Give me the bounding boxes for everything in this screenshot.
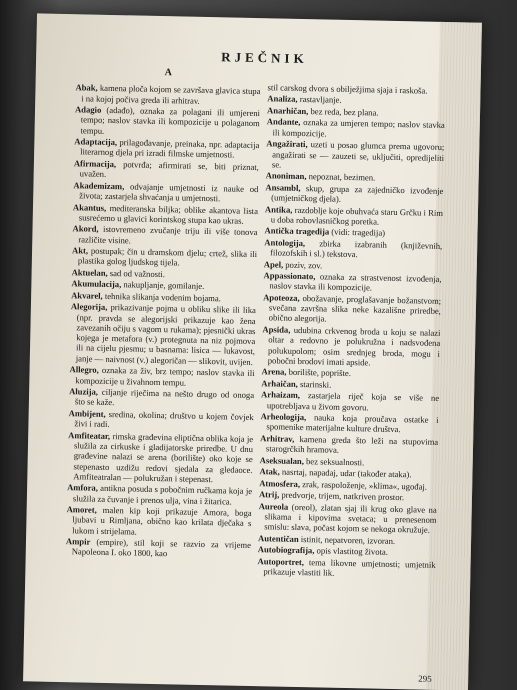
- entry-definition: sredina, okolina; društvo u kojem čovjek živi i radi.: [74, 408, 254, 430]
- entry-term: Angažirati,: [266, 138, 308, 150]
- entry-definition: oznaka za umjeren tempo; naslov stavka ili kompozicije.: [272, 117, 445, 139]
- entry-definition: zastarjela riječ koja se više ne upotrebljava u živom govoru.: [266, 390, 440, 413]
- dictionary-entry: [75, 83, 260, 107]
- entry-term: Analiza,: [267, 93, 298, 105]
- entry-term: Anarhičan,: [266, 105, 309, 117]
- dictionary-entry: [69, 364, 254, 388]
- entry-definition: malen kip koji prikazuje Amora, boga ljubavi u Rimljana, obično kao krilata dječaka s lukom i strijelama.: [72, 504, 252, 537]
- entry-term: Arhaizam,: [261, 389, 301, 401]
- entry-definition: stil carskog dvora s obilježjima sjaja i raskoša.: [267, 82, 428, 96]
- dictionary-entry: [74, 136, 259, 160]
- page-heading: RJEČNIK: [221, 49, 308, 67]
- entry-term: Adagio: [74, 104, 102, 115]
- dictionary-entry: [66, 536, 251, 560]
- entry-term: Abak,: [75, 82, 98, 93]
- entry-term: Autentičan: [258, 532, 299, 544]
- entry-definition: (vidi: tragedija): [329, 226, 386, 239]
- entry-definition: udubina crkvenog broda u koju se nalazi oltar a redovno je polukružna i nadsvođena polukupolom; osim srednjeg broda, mogu i pobočni brodovi imati apside.: [267, 324, 441, 368]
- entry-term: Akt,: [71, 245, 89, 256]
- entry-definition: nakupljanje, gomilanje.: [121, 279, 205, 292]
- entry-term: Aureola: [258, 500, 289, 512]
- entry-definition: tema likovne umjetnosti; umjetnik prikazuje vlastiti lik.: [263, 556, 436, 578]
- entry-definition: zrak, raspoloženje, »klima«, ugođaj.: [299, 478, 428, 492]
- dictionary-entry: [265, 182, 443, 206]
- dictionary-entry: [70, 301, 256, 367]
- dictionary-entry: [73, 180, 258, 204]
- entry-definition: razdoblje koje obuhvaća staru Grčku i Rim u doba robovlasničkog poretka.: [270, 204, 444, 227]
- entry-term: Akvarel,: [71, 290, 103, 301]
- entry-definition: oznaka za živ, brz tempo; naslov stavka ili kompozicije u živahnom tempu.: [75, 365, 255, 388]
- entry-term: Akord,: [72, 223, 99, 235]
- entry-term: Akademizam,: [73, 179, 125, 191]
- entry-term: Appassionato,: [263, 270, 316, 282]
- entry-definition: odvajanje umjetnosti iz nauke od života; zastarjela shvaćanja u umjetnosti.: [79, 180, 259, 204]
- left-column: [66, 66, 261, 562]
- dictionary-entry: [258, 501, 437, 536]
- entry-term: Anoniman,: [265, 170, 307, 182]
- dictionary-entry: [265, 204, 443, 228]
- entry-term: Aktuelan,: [71, 267, 108, 278]
- dictionary-entry: [264, 237, 442, 261]
- left-entries: [66, 83, 261, 561]
- entry-definition: bez reda, bez plana.: [308, 106, 379, 118]
- dictionary-entry: [260, 411, 438, 435]
- entry-term: Antologija,: [264, 237, 306, 248]
- entry-term: Atrij,: [258, 489, 280, 500]
- entry-term: Afirmacija,: [73, 158, 117, 170]
- entry-term: Adaptacija,: [74, 136, 118, 148]
- right-entries: [257, 82, 445, 580]
- entry-definition: zbirka izabranih (književnih, filozofskih i sl.) tekstova.: [269, 237, 443, 260]
- entry-definition: ciljanje riječima na nešto drugo od onoga što se kaže.: [74, 386, 255, 408]
- dictionary-entry: [263, 292, 442, 327]
- entry-definition: mediteranska biljka; oblike akantova lista susrećemo u glavici korintskog stupa kao ukras.: [78, 202, 259, 226]
- entry-term: Autobiografija,: [257, 544, 315, 556]
- entry-definition: obožavanje, proglašavanje božanstvom; svečana završna slika neke kazališne priredbe, obično alegorija.: [268, 292, 442, 325]
- entry-definition: bez seksualnosti.: [303, 455, 365, 468]
- entry-term: Atak,: [259, 466, 280, 477]
- entry-term: Ampir: [65, 536, 91, 547]
- dictionary-entry: [266, 117, 444, 141]
- dictionary-entry: [261, 390, 439, 414]
- entry-term: Autoportret,: [257, 555, 305, 567]
- entry-term: Antika,: [264, 203, 293, 215]
- dictionary-entry: [263, 270, 441, 294]
- page-number: 295: [418, 673, 432, 684]
- entry-term: Amfora,: [67, 482, 99, 494]
- entry-definition: istovremeno zvučanje triju ili više tonova različite visine.: [78, 224, 258, 246]
- entry-term: Akumulacija,: [71, 278, 122, 290]
- entry-definition: antikna posuda s pobočnim ručkama koja je služila za čuvanje i prenos ulja, vina i žitarica.: [72, 483, 253, 507]
- entry-term: Alegorija,: [70, 301, 108, 313]
- entry-definition: (adađo), oznaka za polagani ili umjereni tempo; naslov stavka ili kompozicije u polaganom tempu.: [80, 104, 261, 136]
- entry-term: Arena,: [261, 366, 287, 378]
- entry-term: Ambijent,: [68, 407, 106, 419]
- entry-definition: starinski.: [297, 378, 332, 390]
- entry-definition: sad od važnosti.: [107, 267, 166, 279]
- entry-term: Andante,: [266, 116, 301, 128]
- dictionary-entry: [72, 245, 257, 269]
- dictionary-entry: [67, 430, 253, 485]
- entry-term: Arheologija,: [260, 411, 307, 423]
- dictionary-entry: [257, 556, 435, 580]
- entry-definition: kamena ploča kojom se završava glavica stupa i na kojoj počiva greda ili arhitrav.: [81, 82, 261, 106]
- entry-definition: tehnika slikanja vodenim bojama.: [102, 290, 221, 304]
- dictionary-entry: [266, 138, 445, 173]
- dictionary-entry: [260, 433, 438, 457]
- entry-term: Amfiteatar,: [68, 429, 111, 441]
- dictionary-entry: [262, 324, 441, 369]
- entry-definition: borilište, poprište.: [286, 367, 352, 379]
- dictionary-entry: [69, 386, 254, 410]
- entry-term: Amoret,: [66, 504, 97, 515]
- entry-definition: uzeti u posao glumca prema ugovoru; angažirati se — zauzeti se, uključiti, opredijeliti se.: [271, 139, 445, 170]
- entry-definition: rastavljanje.: [297, 94, 342, 106]
- entry-definition: prilagođavanje, preinaka, npr. adaptacija literarnog djela pri izradi filmske umjetnosti.: [80, 137, 260, 161]
- entry-definition: potvrđa; afirmirati se, biti priznat, uvažen.: [79, 159, 259, 180]
- entry-definition: skup, grupa za zajedničko izvođenje (umjetničkog djela).: [271, 182, 444, 204]
- dictionary-entry: [74, 158, 259, 182]
- entry-term: Apoteoza,: [263, 292, 300, 303]
- entry-definition: nepoznat, bezimen.: [306, 171, 376, 183]
- entry-definition: rimska građevina eliptična oblika koja je služila za cirkuske i gladijatorske priredbe. U dnu građevine nalazi se arena (borilište) oko koje se stepenasto uzdižu redovi sjedala za gledaoce. Amfiteatralan — polukružan i stepenast.: [73, 430, 254, 484]
- entry-term: Apel,: [263, 258, 284, 270]
- entry-definition: (oreol), zlatan sjaj ili krug oko glave na slikama i kipovima svetaca; u prenesenom smislu: slava, počast kojom se nekoga okružuje.: [264, 501, 437, 535]
- entry-definition: istinit, nepatvoren, izvoran.: [298, 533, 396, 546]
- entry-definition: poziv, zov.: [283, 259, 323, 271]
- entry-term: Allegro,: [69, 364, 99, 376]
- dictionary-entry: [66, 504, 252, 539]
- entry-definition: opis vlastitog života.: [314, 545, 389, 558]
- entry-term: Akantus,: [72, 201, 107, 213]
- entry-definition: postupak; čin u dramskom djelu; crtež, slika ili plastika golog ljudskog tijela.: [77, 245, 258, 268]
- entry-term: Antička tragedija: [264, 225, 330, 237]
- entry-term: Apsida,: [262, 324, 291, 335]
- entry-term: Ansambl,: [265, 182, 301, 193]
- right-column: [257, 82, 445, 581]
- dictionary-entry: [68, 408, 253, 432]
- entry-term: Atmosfera,: [259, 477, 301, 489]
- dictionary-entry: [73, 202, 258, 226]
- dictionary-entry: [72, 223, 257, 247]
- section-letter: A: [164, 67, 173, 79]
- entry-term: Arhitrav,: [260, 433, 295, 444]
- dictionary-entry: [75, 104, 261, 139]
- entry-term: Aseksualan,: [259, 454, 305, 466]
- book-page: [23, 13, 482, 690]
- dictionary-entry: [67, 482, 252, 506]
- entry-definition: nasrtaj, napadaj, udar (također ataka).: [279, 466, 412, 480]
- entry-term: Arhaičan,: [261, 378, 298, 389]
- entry-definition: kamena greda što leži na stupovima starogrčkih hramova.: [265, 433, 439, 456]
- entry-definition: prikazivanje pojma u obliku slike ili lika (npr. pravda se alegorijski prikazuje kao žena zavezanih očiju s vagom u rukama); pjesnički ukras kojega je metafora (v.) protegnuta na niz pojmova ili na cijelu pjesmu; u basnama: lisica — lukavost, janje — naivnost (v.) alegoričan — slikovit, uvijen.: [75, 302, 256, 367]
- entry-term: Aluzija,: [69, 386, 99, 397]
- entry-definition: oznaka za strastvenost izvođenja, naslov stavka ili kompozicije.: [269, 271, 442, 293]
- entry-definition: (empire), stil koji se razvio za vrijeme Napoleona I. oko 1800, kao: [71, 536, 252, 559]
- entry-definition: nauka koja proučava ostatke i spomenike materijalne kulture društva.: [266, 412, 439, 435]
- entry-definition: predvorje, trijem, natkriven prostor.: [279, 489, 405, 503]
